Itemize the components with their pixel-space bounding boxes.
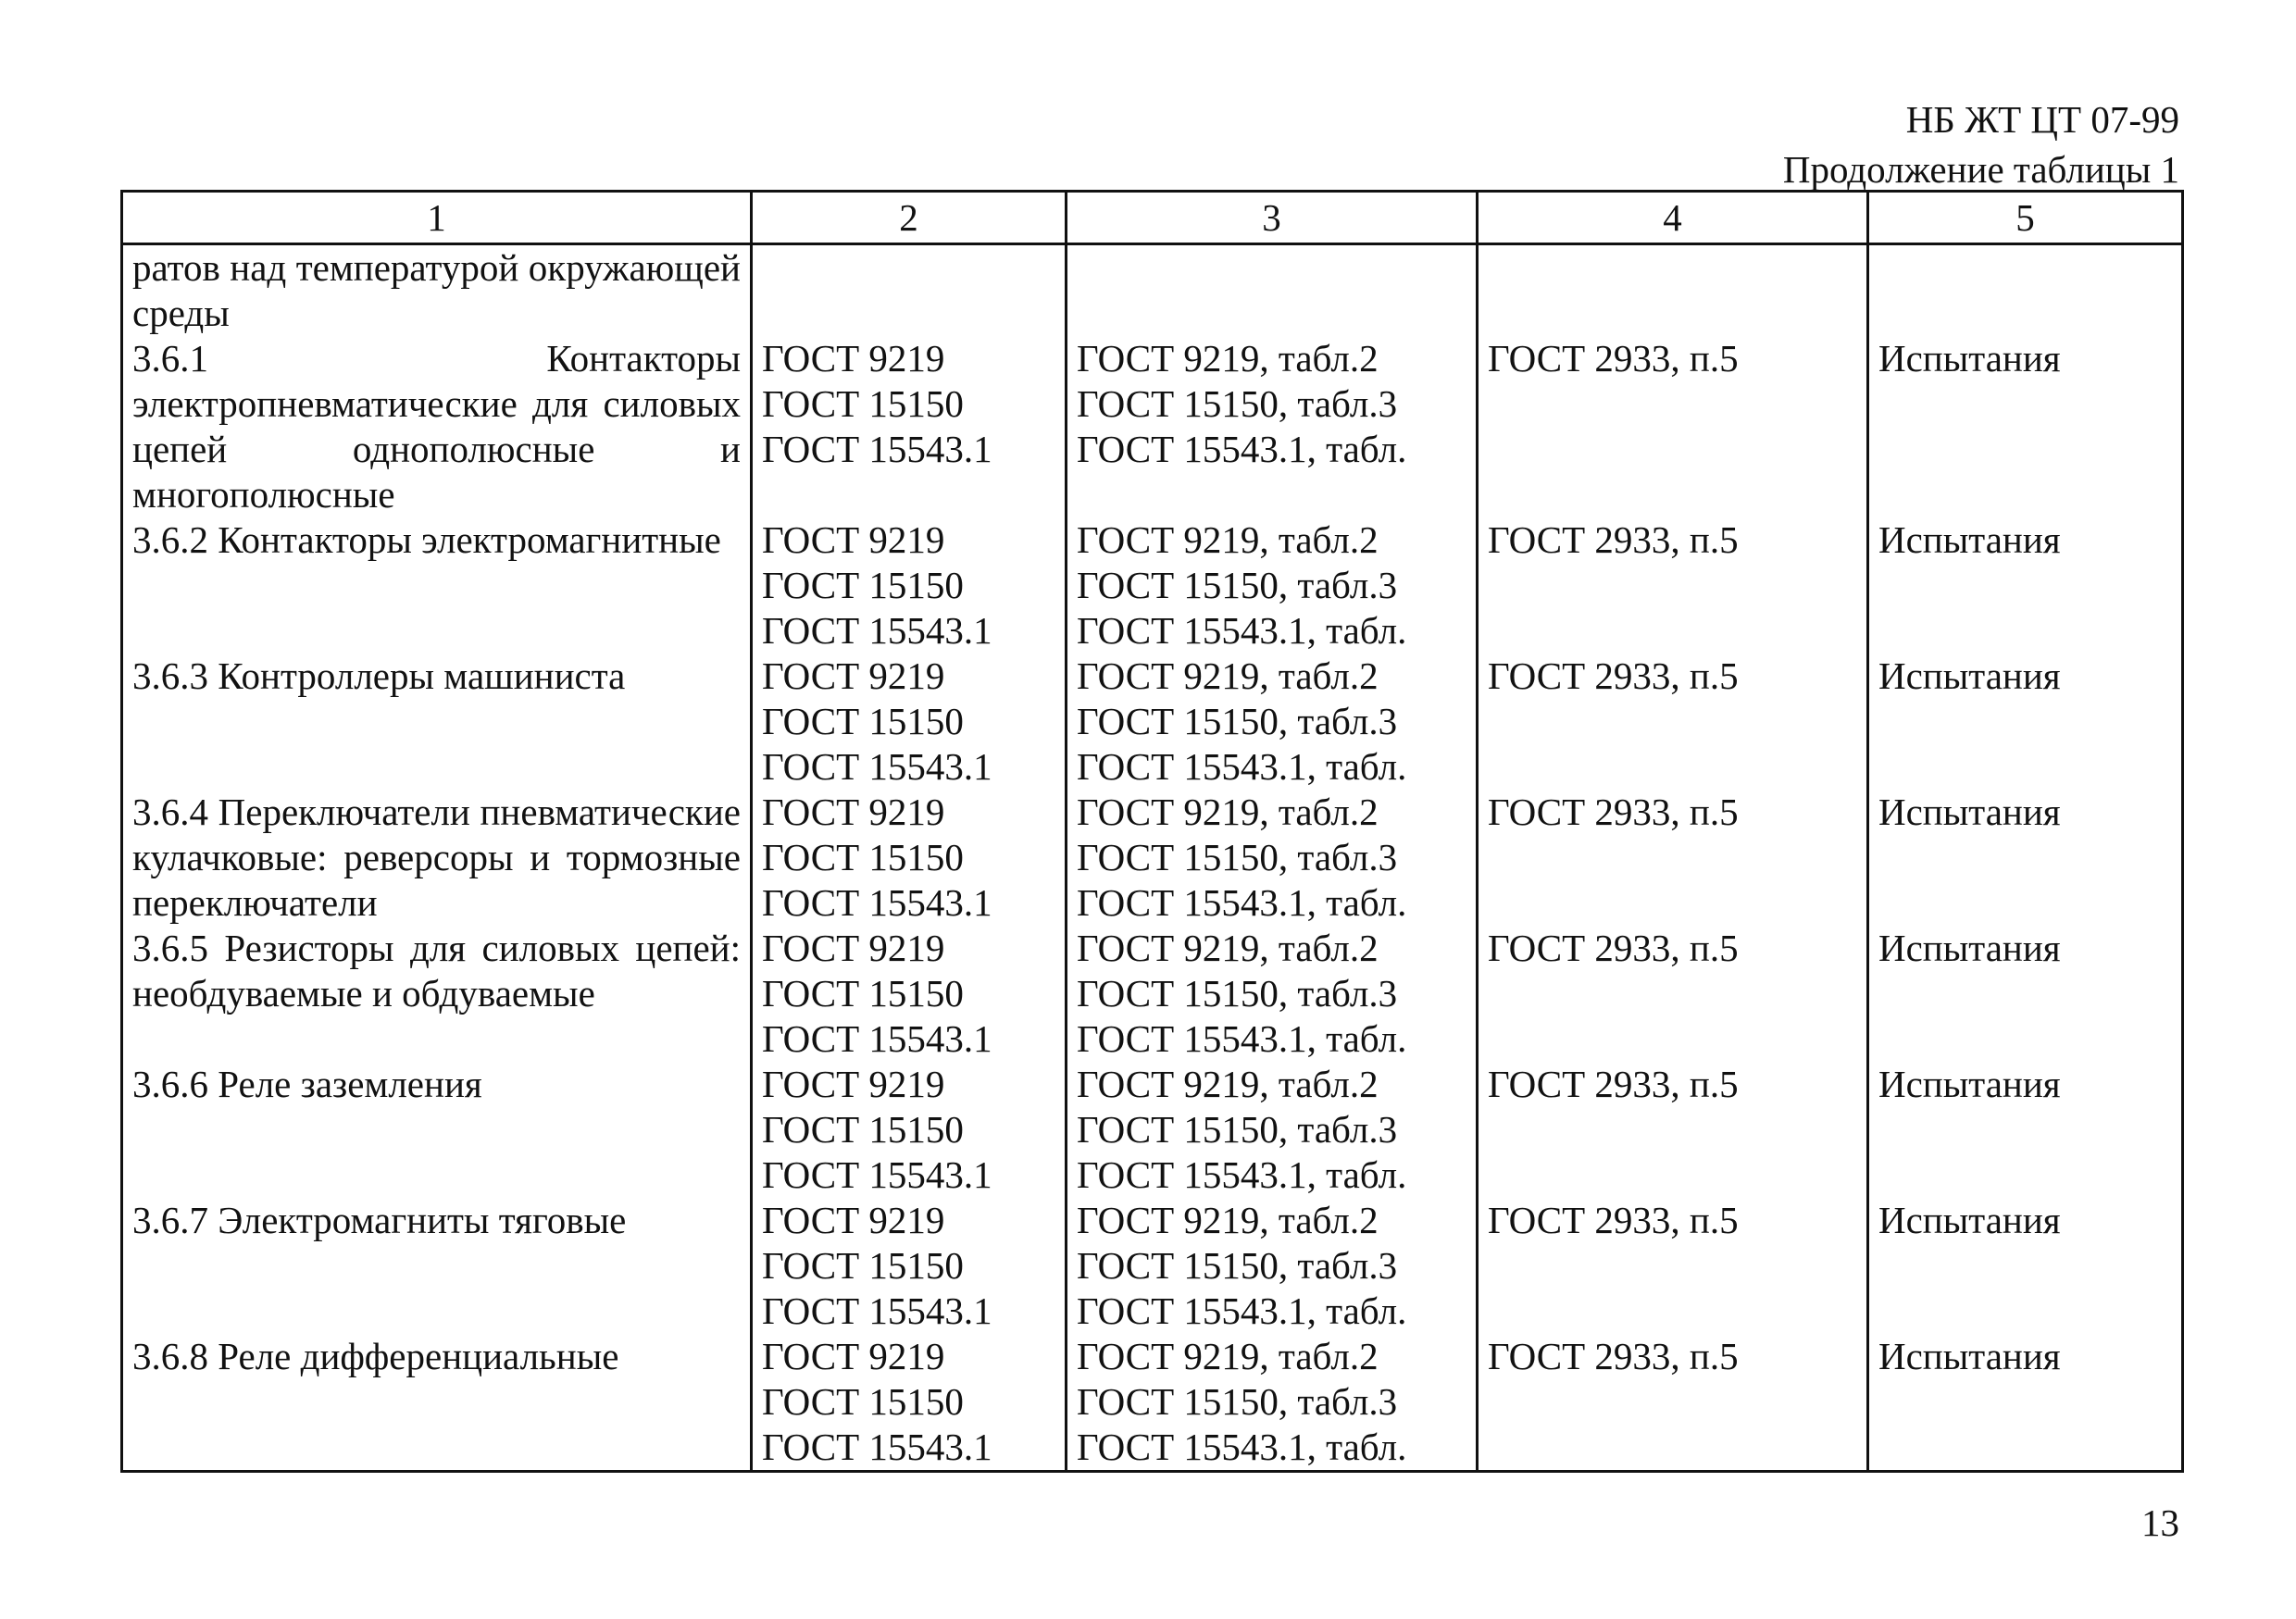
gost-table-reference: ГОСТ 15543.1, табл. [1077,1017,1407,1060]
gost-standard: ГОСТ 9219 [762,1335,945,1377]
test-method: ГОСТ 2933, п.5 [1488,1199,1739,1241]
table-header-row [122,192,2183,244]
gost-table-reference: ГОСТ 15543.1, табл. [1077,1426,1407,1468]
gost-table-reference: ГОСТ 15150, табл.3 [1077,1108,1398,1151]
table-row [122,336,2183,517]
gost-standard: ГОСТ 15150 [762,382,964,425]
gost-table-reference: ГОСТ 15543.1, табл. [1077,881,1407,924]
verification-form: Испытания [1878,791,2061,833]
gost-standard: ГОСТ 9219 [762,791,945,833]
column-header-5: 5 [1868,192,2183,244]
gost-standard: ГОСТ 15543.1 [762,745,992,788]
gost-standard: ГОСТ 9219 [762,518,945,561]
gost-table-reference: ГОСТ 9219, табл.2 [1077,1063,1379,1105]
verification-form: Испытания [1878,1335,2061,1377]
gost-table-reference: ГОСТ 9219, табл.2 [1077,1335,1379,1377]
gost-standard: ГОСТ 9219 [762,1063,945,1105]
verification-form: Испытания [1878,337,2061,380]
gost-table-reference: ГОСТ 15543.1, табл. [1077,428,1407,470]
test-method: ГОСТ 2933, п.5 [1488,518,1739,561]
item-name: 3.6.1 Контакторы электропневматические для силовых цепей однополюсные и многополюсные [132,337,741,516]
gost-standard: ГОСТ 9219 [762,1199,945,1241]
gost-standard: ГОСТ 15543.1 [762,609,992,652]
item-name: 3.6.4 Переключатели пневматические кулачковые: реверсоры и тормозные переключатели [132,791,741,924]
item-name: 3.6.7 Электромагниты тяговые [132,1199,627,1241]
column-header-2: 2 [752,192,1067,244]
gost-table-reference: ГОСТ 15150, табл.3 [1077,700,1398,742]
gost-table-reference: ГОСТ 15543.1, табл. [1077,1153,1407,1196]
gost-table-reference: ГОСТ 9219, табл.2 [1077,518,1379,561]
document-code: НБ ЖТ ЦТ 07-99 [1905,98,2179,141]
table-row [122,790,2183,926]
gost-standard: ГОСТ 9219 [762,927,945,969]
item-name: 3.6.2 Контакторы электромагнитные [132,518,721,561]
item-name: 3.6.3 Контроллеры машиниста [132,654,626,697]
gost-standard: ГОСТ 15543.1 [762,428,992,470]
page-number: 13 [2141,1501,2179,1544]
gost-table-reference: ГОСТ 9219, табл.2 [1077,654,1379,697]
gost-standard: ГОСТ 15543.1 [762,881,992,924]
column-header-3: 3 [1067,192,1478,244]
gost-table-reference: ГОСТ 9219, табл.2 [1077,1199,1379,1241]
verification-form: Испытания [1878,518,2061,561]
table-row [122,1198,2183,1334]
table-row [122,926,2183,1062]
gost-standard: ГОСТ 15543.1 [762,1153,992,1196]
gost-standard: ГОСТ 9219 [762,337,945,380]
gost-standard: ГОСТ 15150 [762,564,964,606]
test-method: ГОСТ 2933, п.5 [1488,337,1739,380]
gost-standard: ГОСТ 9219 [762,654,945,697]
gost-table-reference: ГОСТ 9219, табл.2 [1077,337,1379,380]
table-row [122,1062,2183,1198]
requirements-table [120,190,2184,1473]
continued-row [122,244,2183,337]
verification-form: Испытания [1878,927,2061,969]
table-row [122,1334,2183,1472]
column-header-1: 1 [122,192,752,244]
test-method: ГОСТ 2933, п.5 [1488,1335,1739,1377]
test-method: ГОСТ 2933, п.5 [1488,791,1739,833]
gost-table-reference: ГОСТ 9219, табл.2 [1077,927,1379,969]
gost-standard: ГОСТ 15150 [762,700,964,742]
gost-table-reference: ГОСТ 15543.1, табл. [1077,1289,1407,1332]
gost-standard: ГОСТ 15543.1 [762,1289,992,1332]
continued-item-text: ратов над температурой окружающей среды [132,246,741,334]
gost-table-reference: ГОСТ 15543.1, табл. [1077,745,1407,788]
test-method: ГОСТ 2933, п.5 [1488,654,1739,697]
test-method: ГОСТ 2933, п.5 [1488,927,1739,969]
gost-standard: ГОСТ 15150 [762,836,964,878]
table-row [122,654,2183,790]
verification-form: Испытания [1878,1199,2061,1241]
verification-form: Испытания [1878,654,2061,697]
gost-table-reference: ГОСТ 15543.1, табл. [1077,609,1407,652]
gost-table-reference: ГОСТ 15150, табл.3 [1077,382,1398,425]
verification-form: Испытания [1878,1063,2061,1105]
gost-standard: ГОСТ 15150 [762,972,964,1015]
test-method: ГОСТ 2933, п.5 [1488,1063,1739,1105]
gost-table-reference: ГОСТ 15150, табл.3 [1077,564,1398,606]
gost-table-reference: ГОСТ 15150, табл.3 [1077,972,1398,1015]
item-name: 3.6.8 Реле дифференциальные [132,1335,619,1377]
gost-standard: ГОСТ 15543.1 [762,1426,992,1468]
gost-table-reference: ГОСТ 15150, табл.3 [1077,1380,1398,1423]
gost-standard: ГОСТ 15150 [762,1380,964,1423]
gost-standard: ГОСТ 15150 [762,1108,964,1151]
table-continuation-label: Продолжение таблицы 1 [1782,148,2179,191]
table-row [122,517,2183,654]
gost-standard: ГОСТ 15543.1 [762,1017,992,1060]
item-name: 3.6.6 Реле заземления [132,1063,482,1105]
gost-table-reference: ГОСТ 9219, табл.2 [1077,791,1379,833]
gost-table-reference: ГОСТ 15150, табл.3 [1077,836,1398,878]
gost-standard: ГОСТ 15150 [762,1244,964,1287]
column-header-4: 4 [1478,192,1868,244]
gost-table-reference: ГОСТ 15150, табл.3 [1077,1244,1398,1287]
item-name: 3.6.5 Резисторы для силовых цепей: необдуваемые и обдуваемые [132,927,741,1015]
